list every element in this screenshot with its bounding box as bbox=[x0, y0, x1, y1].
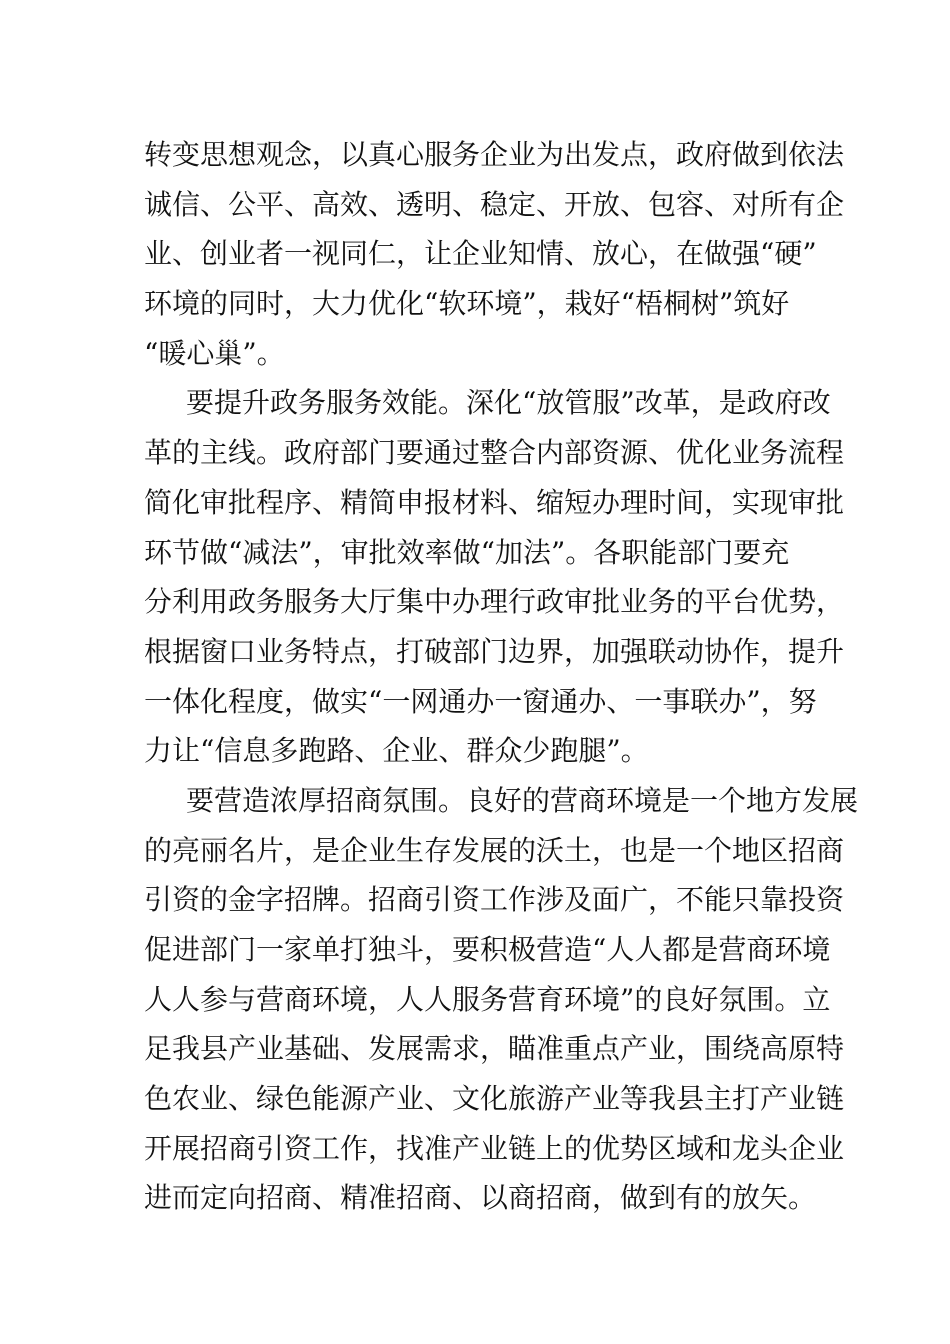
text-line: 力让“信息多跑路、企业、群众少跑腿”。 bbox=[144, 734, 649, 768]
text-line: 环节做“减法”，审批效率做“加法”。各职能部门要充 bbox=[144, 535, 790, 569]
text-line: 人人参与营商环境，人人服务营育环境”的良好氛围。立 bbox=[144, 982, 831, 1016]
paragraph-first-line: 要提升政务服务效能。深化“放管服”改革，是政府改 bbox=[186, 386, 831, 420]
text-line: 引资的金字招牌。招商引资工作涉及面广，不能只靠投资 bbox=[144, 883, 845, 917]
text-line: 革的主线。政府部门要通过整合内部资源、优化业务流程 bbox=[144, 436, 845, 470]
text-line: 的亮丽名片，是企业生存发展的沃土，也是一个地区招商 bbox=[144, 833, 845, 867]
text-line: 开展招商引资工作，找准产业链上的优势区域和龙头企业 bbox=[144, 1131, 845, 1165]
text-line: 足我县产业基础、发展需求，瞄准重点产业，围绕高原特 bbox=[144, 1032, 845, 1066]
text-line: “暖心巢”。 bbox=[144, 336, 285, 370]
text-line: 转变思想观念，以真心服务企业为出发点，政府做到依法 bbox=[144, 138, 845, 171]
text-line: 简化审批程序、精简申报材料、缩短办理时间，实现审批 bbox=[144, 485, 845, 519]
document-body bbox=[144, 130, 859, 1223]
text-line: 进而定向招商、精准招商、以商招商，做到有的放矢。 bbox=[144, 1181, 817, 1215]
text-line: 分利用政务服务大厅集中办理行政审批业务的平台优势， bbox=[144, 585, 845, 619]
text-line: 色农业、绿色能源产业、文化旅游产业等我县主打产业链 bbox=[144, 1082, 845, 1116]
paragraph-first-line: 要营造浓厚招商氛围。良好的营商环境是一个地方发展 bbox=[186, 783, 859, 817]
text-line: 业、创业者一视同仁，让企业知情、放心，在做强“硬” bbox=[144, 237, 817, 271]
text-line: 根据窗口业务特点，打破部门边界，加强联动协作，提升 bbox=[144, 634, 845, 668]
text-line: 环境的同时，大力优化“软环境”，栽好“梧桐树”筑好 bbox=[144, 287, 790, 321]
text-line: 一体化程度，做实“一网通办一窗通办、一事联办”，努 bbox=[144, 684, 817, 718]
text-line: 促进部门一家单打独斗，要积极营造“人人都是营商环境 bbox=[144, 933, 831, 966]
text-line: 诚信、公平、高效、透明、稳定、开放、包容、对所有企 bbox=[144, 187, 845, 221]
